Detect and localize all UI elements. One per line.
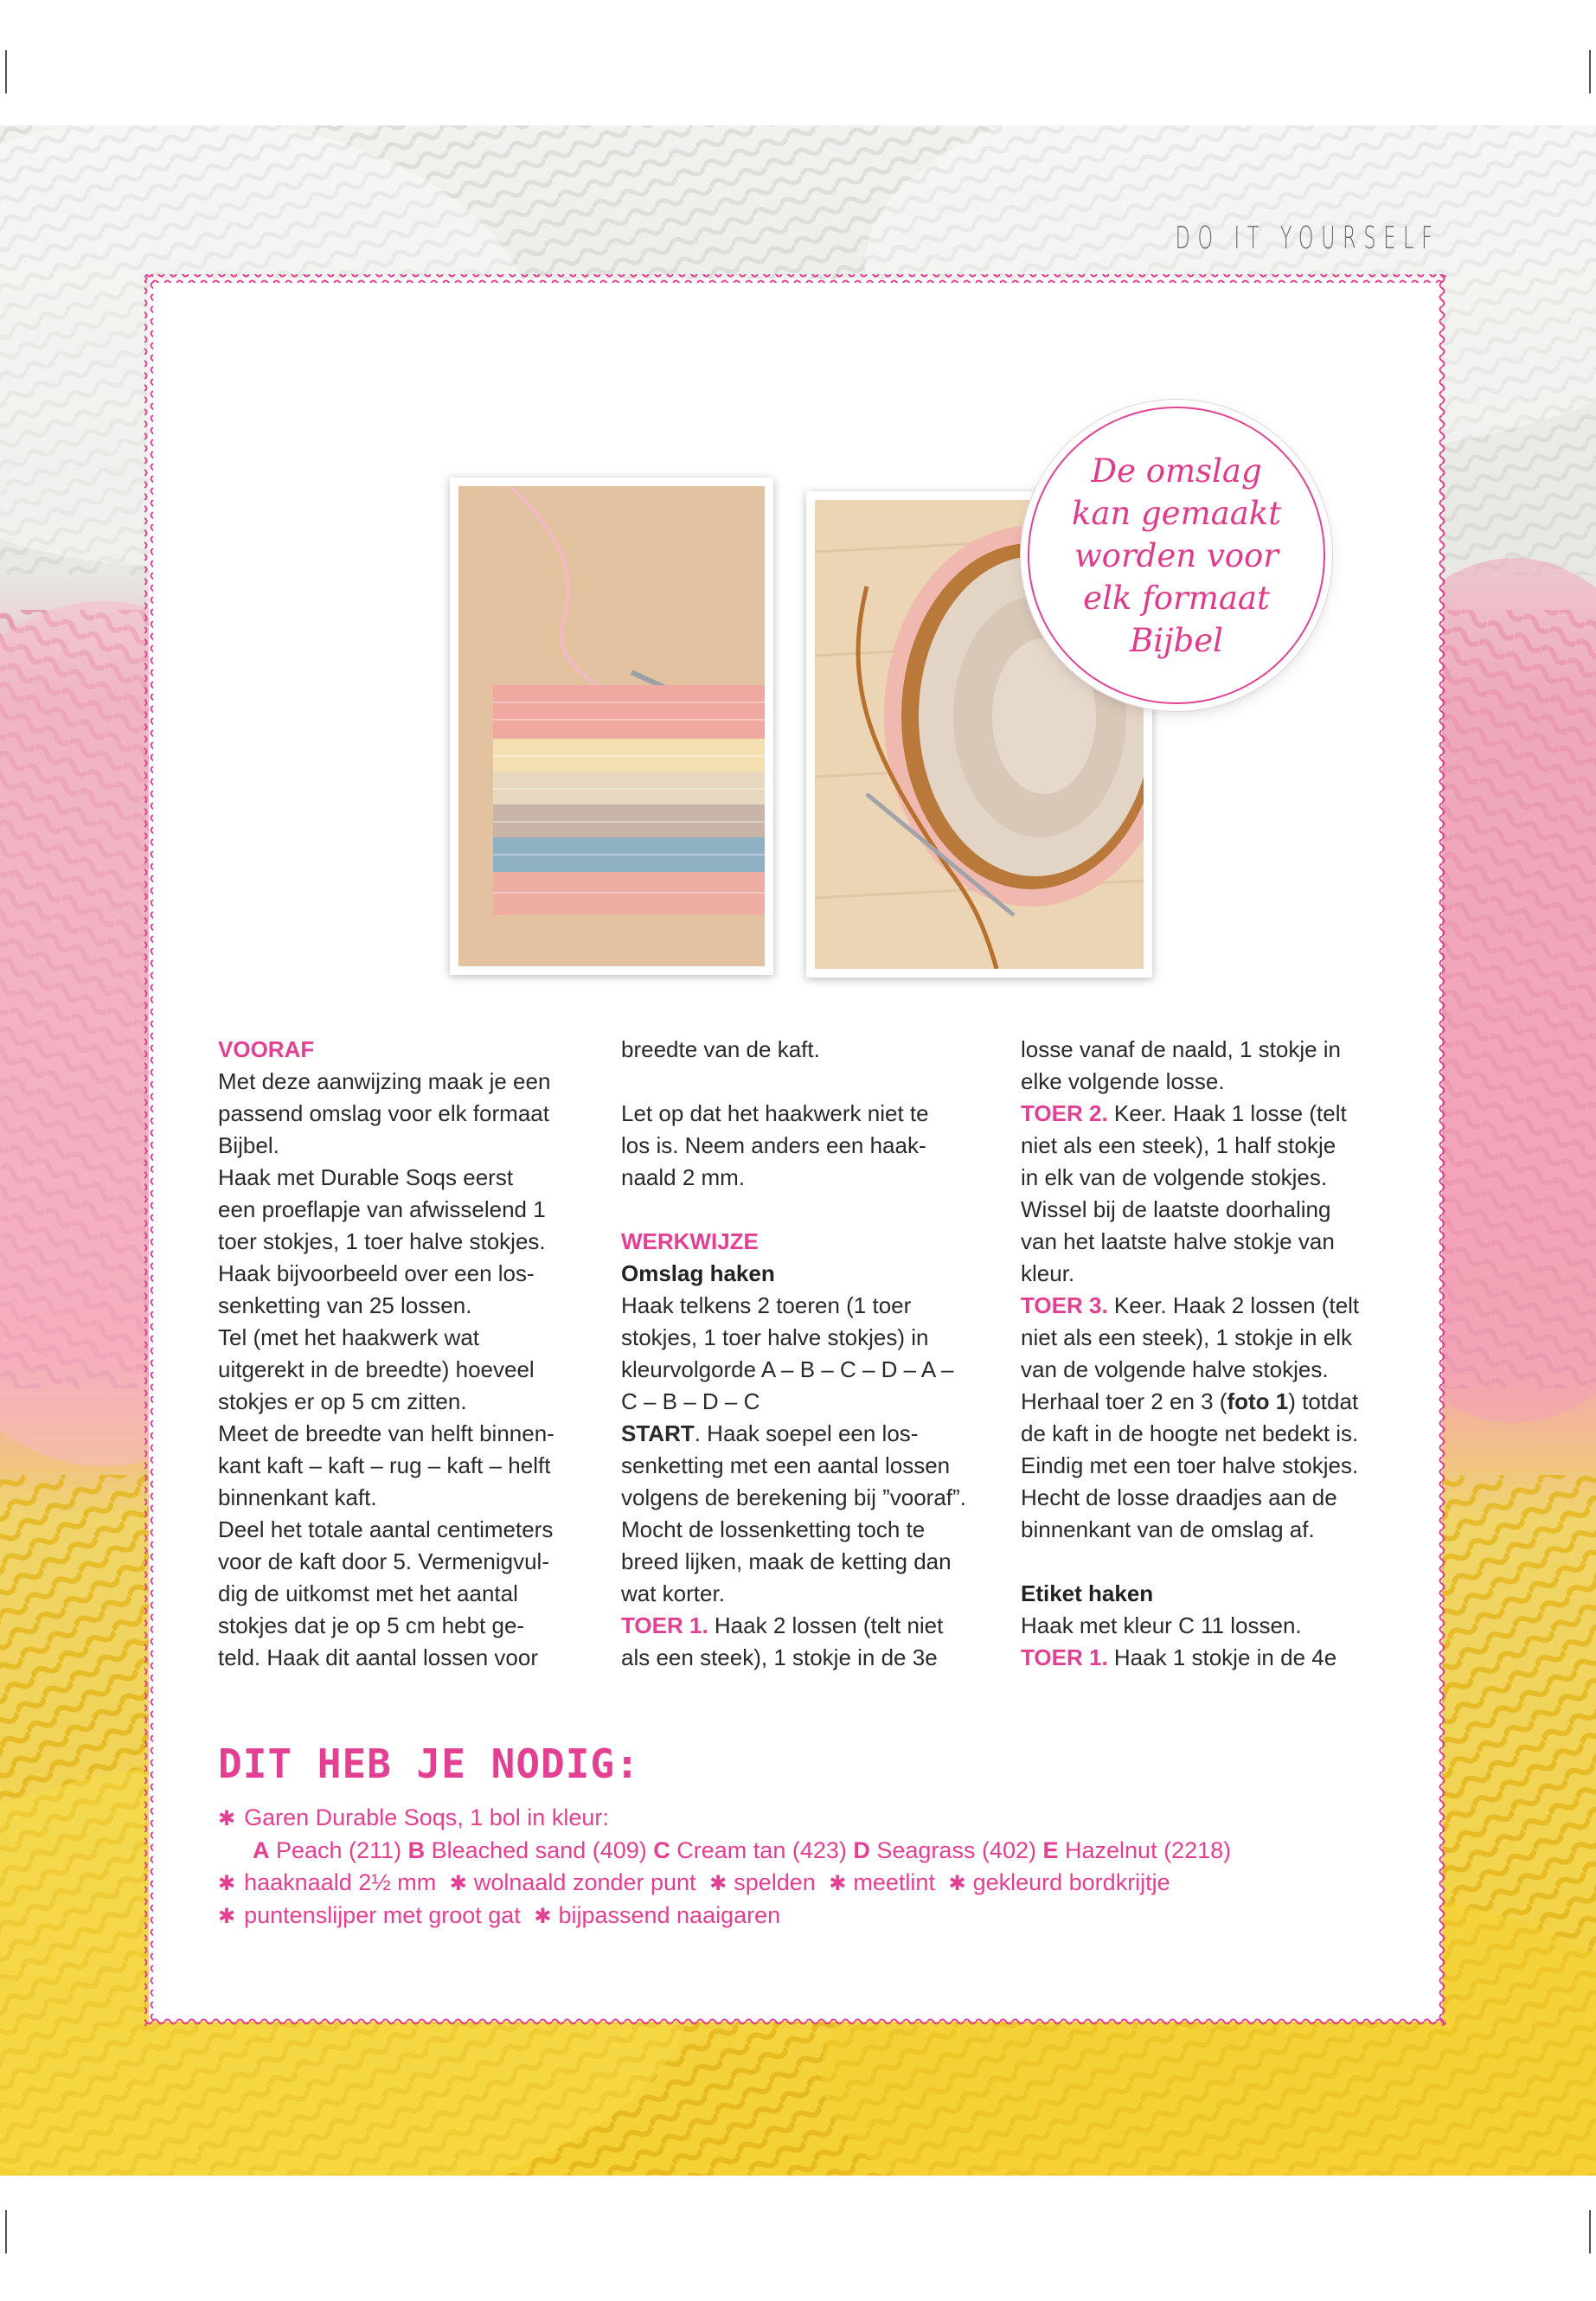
text-line: volgens de berekening bij ”vooraf”. xyxy=(621,1484,966,1510)
text-line: toer stokjes, 1 toer halve stokjes. xyxy=(218,1228,546,1254)
text-line: naald 2 mm. xyxy=(621,1164,746,1190)
photo-striped-crochet xyxy=(450,478,773,975)
foto-label: foto 1 xyxy=(1227,1388,1289,1414)
materials-line: ✱ haaknaald 2½ mm ✱ wolnaald zonder punt ✱ spelden ✱ meetlint ✱ gekleurd bordkrijtje xyxy=(218,1869,1170,1895)
text-line: senketting met een aantal lossen xyxy=(621,1452,951,1478)
text-line: teld. Haak dit aantal lossen voor xyxy=(218,1644,538,1670)
text-line: Eindig met een toer halve stokjes. xyxy=(1021,1452,1359,1478)
text-line: Hecht de losse draadjes aan de xyxy=(1021,1484,1337,1510)
text-line: TOER 1. Haak 1 stokje in de 4e xyxy=(1021,1644,1337,1670)
text-line: TOER 3. Keer. Haak 2 lossen (telt xyxy=(1021,1292,1360,1318)
column-continuation xyxy=(1021,1034,1401,1674)
color-list: A Peach (211) B Bleached sand (409) C Cream tan (423) D Seagrass (402) E Hazelnut (2218) xyxy=(253,1837,1232,1863)
text-line: van het laatste halve stokje van xyxy=(1021,1228,1335,1254)
text-line: los is. Neem anders een haak- xyxy=(621,1132,926,1158)
start-label: START xyxy=(621,1420,695,1446)
crop-mark xyxy=(1589,50,1591,93)
materials-line: ✱ Garen Durable Soqs, 1 bol in kleur: xyxy=(218,1804,609,1830)
text-line: voor de kaft door 5. Vermenigvul- xyxy=(218,1548,549,1574)
text-line: binnenkant kaft. xyxy=(218,1484,377,1510)
text-line: elke volgende losse. xyxy=(1021,1068,1225,1094)
text-line: uitgerekt in de breedte) hoeveel xyxy=(218,1356,535,1382)
crop-mark xyxy=(5,2210,7,2253)
asterisk-icon: ✱ xyxy=(709,1872,727,1895)
column-vooraf xyxy=(218,1034,599,1674)
text-line: van de volgende halve stokjes. xyxy=(1021,1356,1329,1382)
text-line: stokjes, 1 toer halve stokjes) in xyxy=(621,1324,929,1350)
text-line: kleurvolgorde A – B – C – D – A – xyxy=(621,1356,954,1382)
text-line: TOER 2. Keer. Haak 1 losse (telt xyxy=(1021,1100,1347,1126)
text-line: Met deze aanwijzing maak je een xyxy=(218,1068,551,1094)
text-line: kant kaft – kaft – rug – kaft – helft xyxy=(218,1452,551,1478)
text-line: stokjes er op 5 cm zitten. xyxy=(218,1388,467,1414)
text-line: senketting van 25 lossen. xyxy=(218,1292,472,1318)
subheading-etiket-haken: Etiket haken xyxy=(1021,1580,1154,1606)
text-line: losse vanaf de naald, 1 stokje in xyxy=(1021,1036,1342,1062)
text-line: Haak met kleur C 11 lossen. xyxy=(1021,1612,1302,1638)
materials-line: ✱ puntenslijper met groot gat ✱ bijpassend naaigaren xyxy=(218,1902,781,1928)
subheading-omslag-haken: Omslag haken xyxy=(621,1260,775,1286)
text-line: Haak bijvoorbeeld over een los- xyxy=(218,1260,535,1286)
toer-label: TOER 1. xyxy=(621,1612,708,1638)
text-line: Meet de breedte van helft binnen- xyxy=(218,1420,554,1446)
text-line: niet als een steek), 1 half stokje xyxy=(1021,1132,1336,1158)
text-line: breed lijken, maak de ketting dan xyxy=(621,1548,952,1574)
text-line: de kaft in de hoogte net bedekt is. xyxy=(1021,1420,1359,1446)
text-line: als een steek), 1 stokje in de 3e xyxy=(621,1644,938,1670)
text-line: START. Haak soepel een los- xyxy=(621,1420,919,1446)
text-line: Mocht de lossenketting toch te xyxy=(621,1516,926,1542)
asterisk-icon: ✱ xyxy=(218,1807,236,1830)
text-line: stokjes dat je op 5 cm hebt ge- xyxy=(218,1612,525,1638)
quote-circle xyxy=(1028,407,1325,704)
toer-label: TOER 3. xyxy=(1021,1292,1108,1318)
asterisk-icon: ✱ xyxy=(534,1905,552,1928)
text-line: Bijbel. xyxy=(218,1132,279,1158)
text-line: Deel het totale aantal centimeters xyxy=(218,1516,554,1542)
text-line: kleur. xyxy=(1021,1260,1075,1286)
text-line: Wissel bij de laatste doorhaling xyxy=(1021,1196,1331,1222)
text-line: wat korter. xyxy=(621,1580,725,1606)
materials-heading: DIT HEB JE NODIG: xyxy=(218,1740,640,1787)
text-line: Haak met Durable Soqs eerst xyxy=(218,1164,514,1190)
text-line: Tel (met het haakwerk wat xyxy=(218,1324,480,1350)
quote-text: De omslag kan gemaakt worden voor elk formaat Bijbel xyxy=(1071,452,1282,659)
text-line: breedte van de kaft. xyxy=(621,1036,820,1062)
heading-werkwijze: WERKWIJZE xyxy=(621,1228,759,1254)
asterisk-icon: ✱ xyxy=(948,1872,966,1895)
column-werkwijze xyxy=(621,1034,1002,1674)
section-tag: DO IT YOURSELF xyxy=(1175,221,1440,256)
heading-vooraf: VOORAF xyxy=(218,1036,315,1062)
text-line: passend omslag voor elk formaat xyxy=(218,1100,549,1126)
text-line: TOER 1. Haak 2 lossen (telt niet xyxy=(621,1612,944,1638)
text-line: Haak telkens 2 toeren (1 toer xyxy=(621,1292,912,1318)
crop-mark xyxy=(5,50,7,93)
text-line: niet als een steek), 1 stokje in elk xyxy=(1021,1324,1352,1350)
text-line: Let op dat het haakwerk niet te xyxy=(621,1100,929,1126)
asterisk-icon: ✱ xyxy=(218,1905,236,1928)
asterisk-icon: ✱ xyxy=(449,1872,467,1895)
asterisk-icon: ✱ xyxy=(829,1872,847,1895)
toer-label: TOER 1. xyxy=(1021,1644,1108,1670)
text-line: een proeflapje van afwisselend 1 xyxy=(218,1196,546,1222)
asterisk-icon: ✱ xyxy=(218,1872,236,1895)
text-line: C – B – D – C xyxy=(621,1388,760,1414)
toer-label: TOER 2. xyxy=(1021,1100,1108,1126)
crop-mark xyxy=(1589,2210,1591,2253)
text-line: Herhaal toer 2 en 3 (foto 1) totdat xyxy=(1021,1388,1359,1414)
materials-list xyxy=(218,1802,1343,1932)
text-line: in elk van de volgende stokjes. xyxy=(1021,1164,1328,1190)
text-line: dig de uitkomst met het aantal xyxy=(218,1580,518,1606)
text-line: binnenkant van de omslag af. xyxy=(1021,1516,1315,1542)
